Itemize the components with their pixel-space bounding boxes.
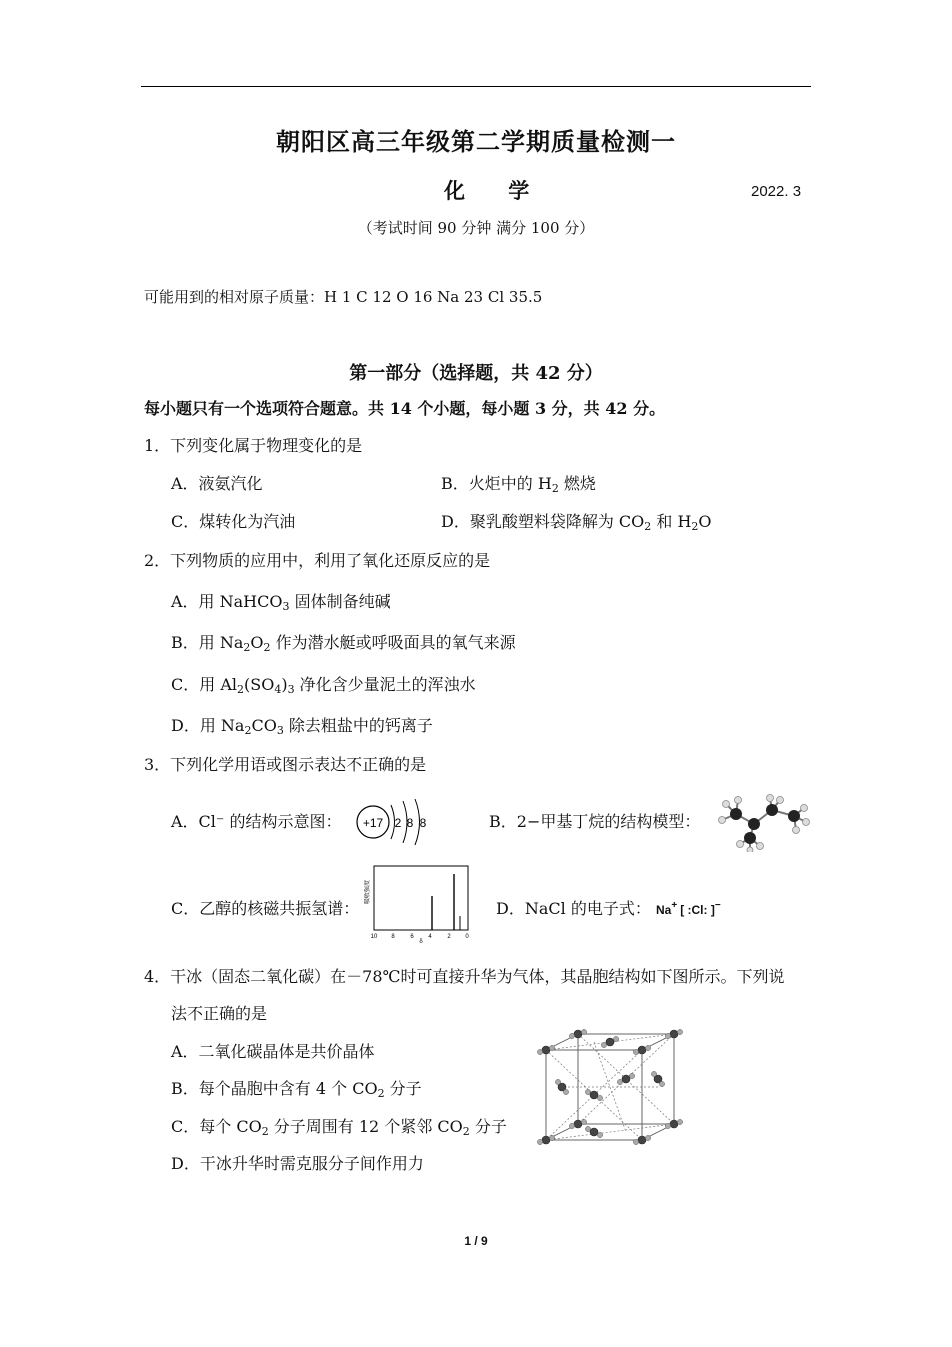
section-title: 第一部分（选择题，共 42 分）: [349, 363, 603, 384]
page-number: 1 / 9: [464, 1234, 488, 1248]
nmr-tick: 10: [370, 934, 378, 940]
exam-title: 朝阳区高三年级第二学期质量检测一: [276, 127, 676, 156]
subject-title: 化 学: [444, 178, 548, 203]
shell-3-electrons: 8: [419, 816, 427, 830]
nmr-tick: 2: [447, 934, 451, 940]
q4-option-b: B．每个晶胞中含有 4 个 $CO_2$ 分子: [171, 1079, 422, 1100]
nmr-tick: 0: [465, 934, 469, 940]
q2-option-c: C．用 $Al_2(SO_4)_3$ 净化含少量泥土的浑浊水: [171, 675, 476, 696]
chloride-structure-diagram: [353, 795, 433, 849]
nmr-y-label: 吸收强度: [364, 879, 371, 904]
section-instructions: 每小题只有一个选项符合题意。共 14 个小题，每小题 3 分，共 42 分。: [144, 399, 666, 418]
q3-option-d-label: D．NaCl 的电子式：: [496, 899, 651, 918]
q1-stem: 1．下列变化属于物理变化的是: [144, 436, 363, 455]
q1-option-c: C．煤转化为汽油: [171, 512, 296, 531]
nacl-electron-formula: Na+ [ :Cl: ]−: [656, 900, 721, 917]
q4-stem-line1: 4．干冰（固态二氧化碳）在－78℃时可直接升华为气体，其晶胞结构如下图所示。下列说: [144, 967, 785, 986]
dry-ice-unit-cell: [532, 1028, 690, 1152]
q3-stem: 3．下列化学用语或图示表达不正确的是: [144, 755, 427, 774]
exam-date: 2022. 3: [751, 183, 802, 200]
ethanol-nmr-spectrum: [364, 862, 472, 944]
q1-option-a: A．液氨汽化: [171, 474, 263, 493]
nmr-tick: 8: [391, 934, 395, 940]
q2-option-d: D．用 $Na_2CO_3$ 除去粗盐中的钙离子: [171, 716, 433, 737]
nmr-tick: 6: [410, 934, 414, 940]
shell-1-electrons: 2: [394, 816, 402, 830]
atomic-masses: 可能用到的相对原子质量：H 1 C 12 O 16 Na 23 Cl 35.5: [144, 288, 543, 306]
header-rule: [141, 86, 811, 87]
q4-option-c: C．每个 $CO_2$ 分子周围有 12 个紧邻 $CO_2$ 分子: [171, 1117, 507, 1138]
q4-stem-line2: 法不正确的是: [171, 1004, 268, 1023]
q3-option-a-label: A．Cl⁻ 的结构示意图：: [171, 812, 342, 831]
q2-option-a: A．用 NaHCO$_3$ 固体制备纯碱: [171, 592, 391, 613]
q3-option-b-label: B．2−甲基丁烷的结构模型：: [489, 812, 701, 831]
q1-option-b: B．火炬中的 $H_2$ 燃烧: [441, 474, 596, 495]
q2-stem: 2．下列物质的应用中，利用了氧化还原反应的是: [144, 551, 491, 570]
q4-option-d: D．干冰升华时需克服分子间作用力: [171, 1154, 424, 1173]
exam-duration: （考试时间 90 分钟 满分 100 分）: [357, 219, 595, 237]
nmr-x-label: δ: [419, 939, 423, 944]
q3-option-c-label: C．乙醇的核磁共振氢谱：: [171, 899, 360, 918]
nucleus-charge: +17: [362, 816, 384, 830]
q4-option-a: A．二氧化碳晶体是共价晶体: [171, 1042, 375, 1061]
methylbutane-ball-stick-model: [714, 790, 810, 852]
nmr-tick: 4: [428, 934, 432, 940]
q2-option-b: B．用 $Na_2O_2$ 作为潜水艇或呼吸面具的氧气来源: [171, 633, 516, 654]
shell-2-electrons: 8: [406, 816, 414, 830]
q1-option-d: D．聚乳酸塑料袋降解为 $CO_2$ 和 $H_2O$: [441, 512, 712, 533]
